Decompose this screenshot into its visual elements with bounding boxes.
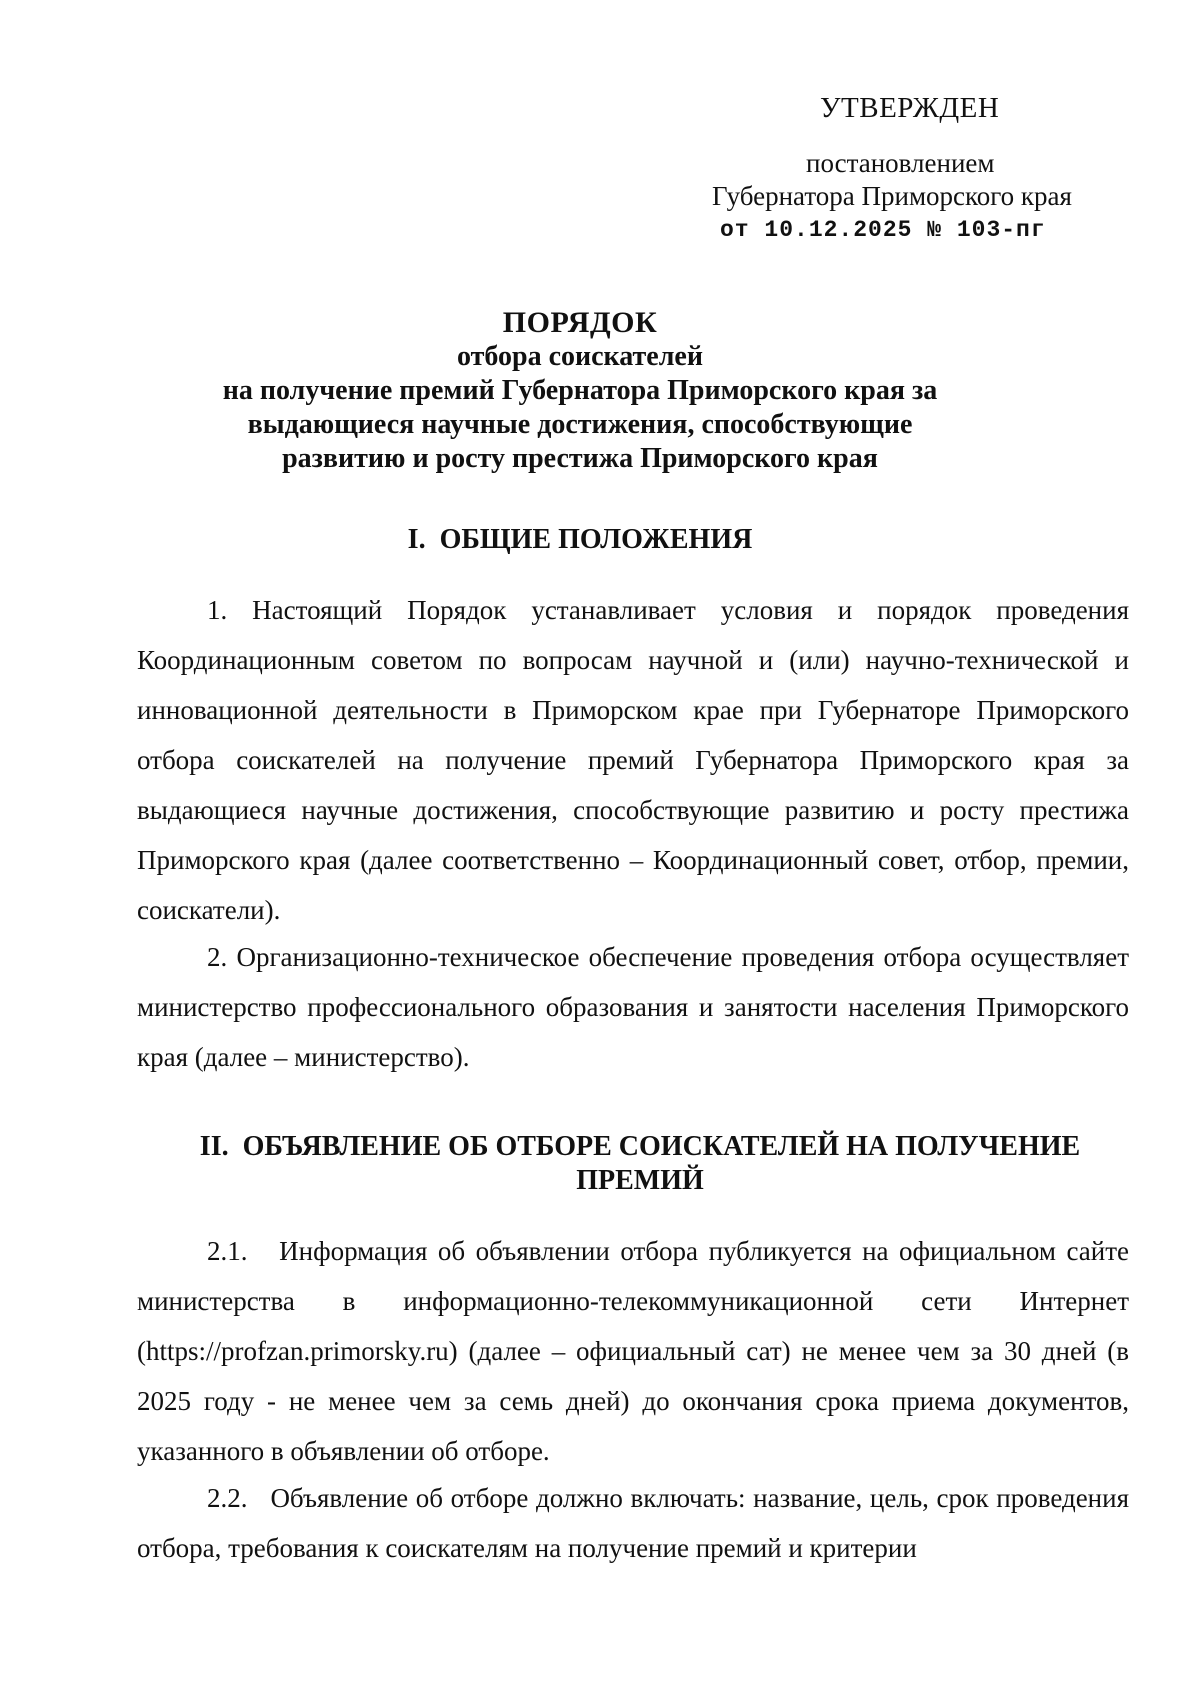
approval-org: Губернатора Приморского края xyxy=(712,181,1072,211)
section-heading-line: II. ОБЪЯВЛЕНИЕ ОБ ОТБОРЕ СОИСКАТЕЛЕЙ НА ПОЛУЧЕНИЕ xyxy=(199,1131,1081,1162)
section-heading-line: ПРЕМИЙ xyxy=(576,1165,704,1196)
approval-date: от 10.12.2025 № 103-пг xyxy=(720,217,1046,243)
document-subtitle-line: отбора соискателей xyxy=(456,341,703,372)
paragraph-2-1: 2.1. Информация об объявлении отбора публикуется на официальном сайте министерства в информационно-телекоммуникационной сети Интернет (https://profzan.primorsky.ru) (далее – официальный сат) не менее чем за 30 дней (в 2025 году - не менее чем за семь дней) до окончания срока приема документов, указанного в объявлении об отборе. xyxy=(137,1236,1136,1466)
document-title-block xyxy=(180,306,980,476)
approval-by: постановлением xyxy=(806,148,995,178)
document-subtitle-line: на получение премий Губернатора Приморского края за xyxy=(222,375,938,406)
approval-title: УТВЕРЖДЕН xyxy=(820,92,1000,124)
paragraph-1: 1. Настоящий Порядок устанавливает условия и порядок проведения Координационным советом по вопросам научной и (или) научно-технической и инновационной деятельности в Приморском крае при Губернаторе Приморского отбора соискателей на получение премий Губернатора Приморского края за выдающиеся научные достижения, способствующие развитию и росту престижа Приморского края (далее соответственно – Координационный совет, отбор, премии, соискатели). xyxy=(137,595,1129,925)
document-title: ПОРЯДОК xyxy=(502,306,658,339)
section-heading-announcement xyxy=(140,1130,1140,1198)
paragraph-2-2: 2.2. Объявление об отборе должно включать: название, цель, срок проведения отбора, требования к соискателям на получение премий и критерии xyxy=(137,1483,1136,1563)
document-subtitle-line: выдающиеся научные достижения, способствующие xyxy=(247,409,913,440)
section-heading-general: I. ОБЩИЕ ПОЛОЖЕНИЯ xyxy=(407,524,753,555)
document-subtitle-line: развитию и росту престижа Приморского края xyxy=(282,443,878,474)
paragraph-2: 2. Организационно-техническое обеспечение проведения отбора осуществляет министерство профессионального образования и занятости населения Приморского края (далее – министерство). xyxy=(137,942,1129,1072)
